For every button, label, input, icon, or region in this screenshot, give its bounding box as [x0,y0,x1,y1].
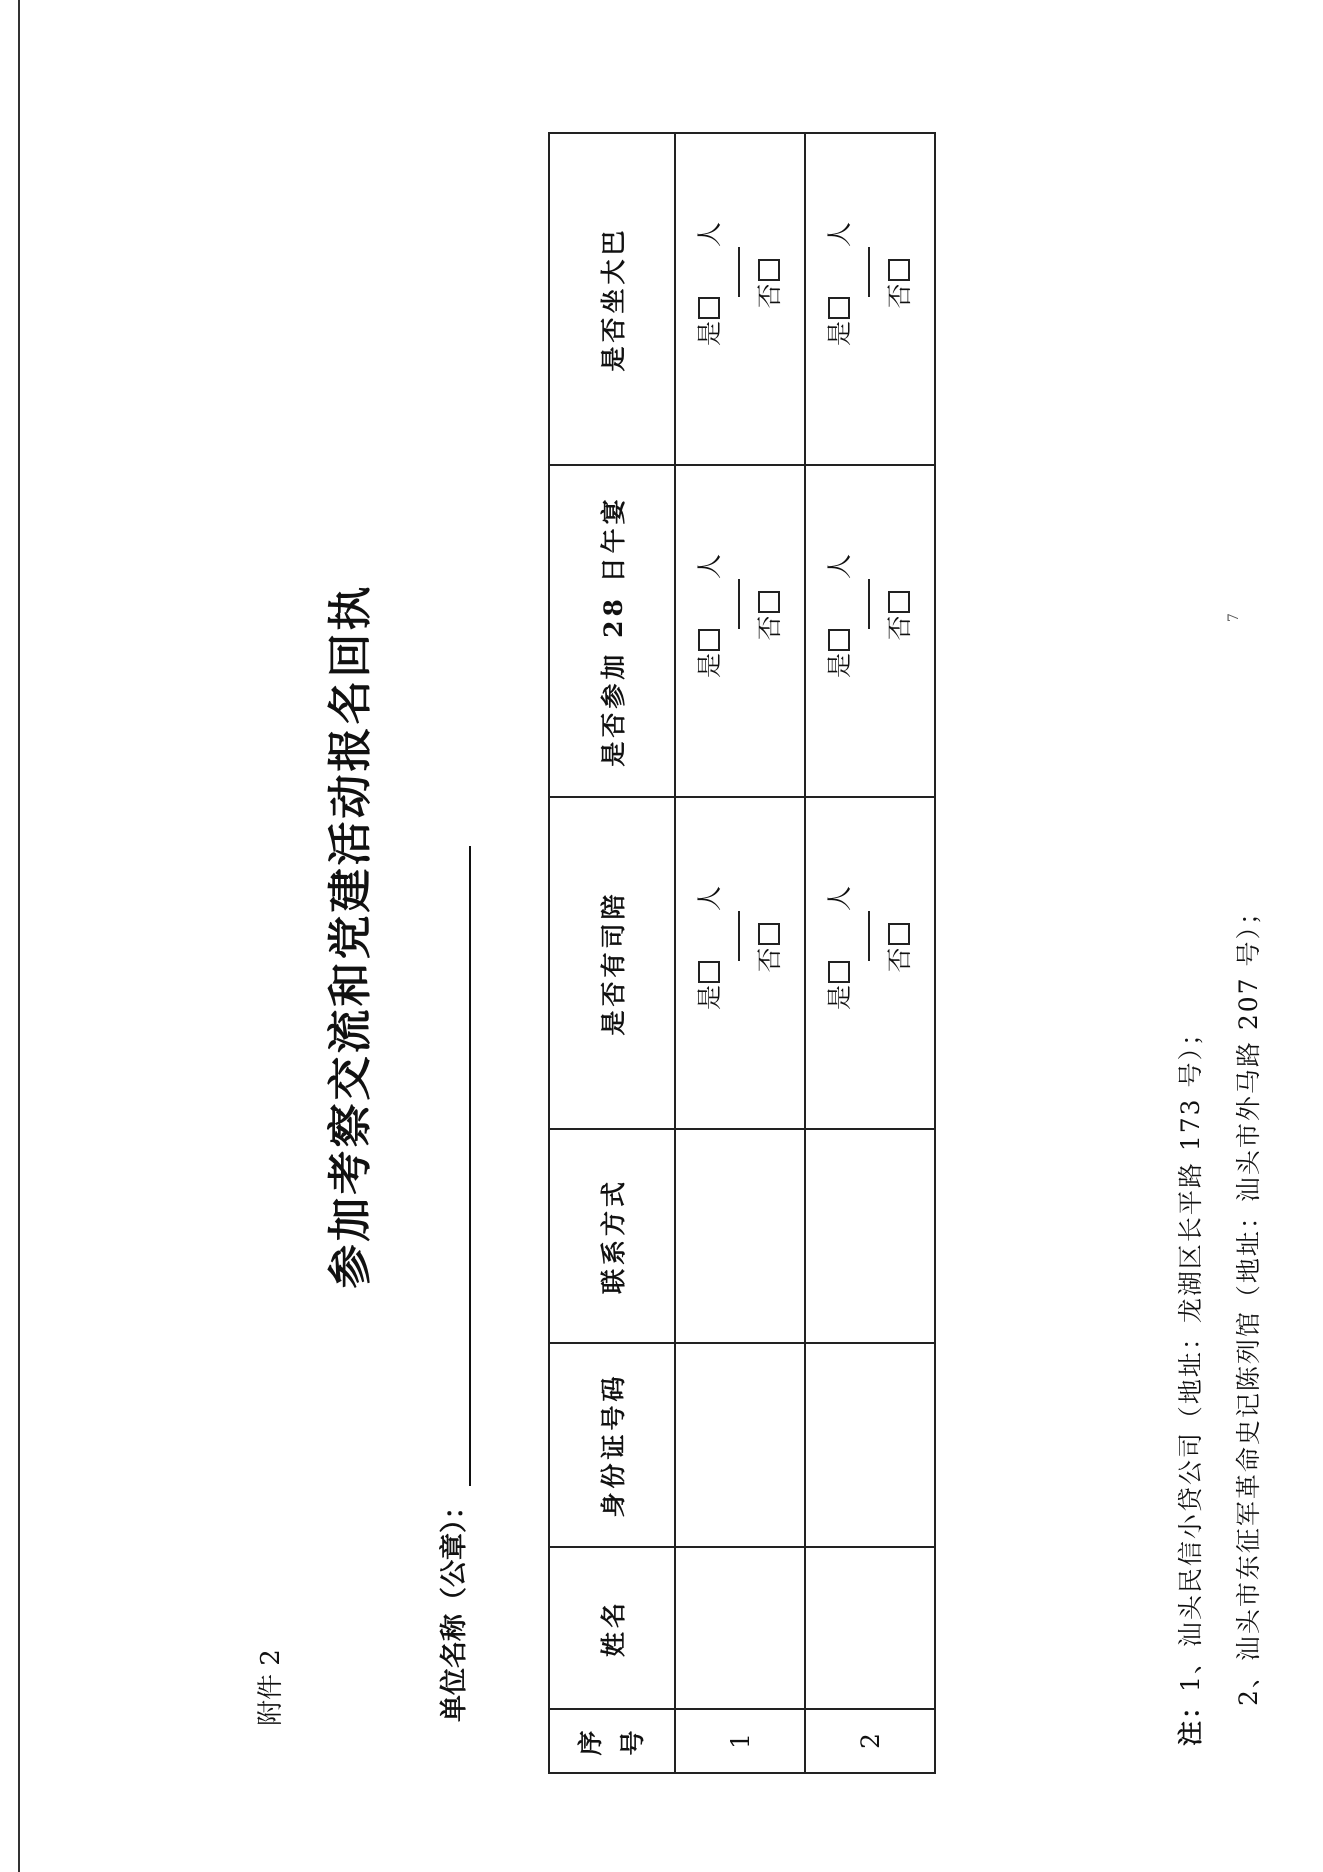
note-line-2 [1220,898,1278,1746]
no-label: 否 [885,283,914,309]
header-accompany: 是否有司陪 [549,797,675,1129]
yes-label: 是 [825,321,854,347]
accompany-choice [675,797,805,1129]
yes-checkbox[interactable] [828,297,850,319]
notes [1162,898,1278,1746]
people-count-blank[interactable] [716,247,740,297]
people-label: 人 [825,885,854,911]
header-name: 姓名 [549,1547,675,1709]
people-count-blank[interactable] [716,911,740,961]
people-label: 人 [825,553,854,579]
no-checkbox[interactable] [758,924,780,946]
note-line-1 [1162,898,1220,1746]
header-id-number: 身份证号码 [549,1343,675,1547]
bus-choice [805,133,935,465]
no-checkbox[interactable] [888,924,910,946]
unit-name-label: 单位名称（公章）： [439,1492,470,1722]
no-label: 否 [755,283,784,309]
name-cell[interactable] [805,1547,935,1709]
yes-checkbox[interactable] [698,629,720,651]
yes-label: 是 [825,985,854,1011]
people-label: 人 [695,885,724,911]
note-text-2: 2、汕头市东征军革命史记陈列馆（地址：汕头市外马路 207 号）； [1234,897,1263,1706]
people-count-blank[interactable] [716,579,740,629]
header-seq-top: 序 [576,1726,605,1756]
notes-label: 注： [1176,1691,1205,1746]
people-label: 人 [695,221,724,247]
no-label: 否 [755,947,784,973]
id-number-cell[interactable] [675,1343,805,1547]
no-label: 否 [885,615,914,641]
people-count-blank[interactable] [846,247,870,297]
note-text-1: 1、汕头民信小贷公司（地址：龙湖区长平路 173 号）； [1176,1018,1205,1692]
row-seq: 2 [805,1709,935,1773]
header-seq [549,1709,675,1773]
people-label: 人 [695,553,724,579]
table-row [805,133,935,1773]
header-lunch: 是否参加 28 日午宴 [549,465,675,797]
no-label: 否 [885,947,914,973]
yes-checkbox[interactable] [698,961,720,983]
accompany-choice [805,797,935,1129]
no-checkbox[interactable] [758,260,780,282]
yes-label: 是 [695,321,724,347]
people-label: 人 [825,221,854,247]
annex-label: 附件 2 [256,1649,286,1726]
no-label: 否 [755,615,784,641]
lunch-choice [805,465,935,797]
yes-checkbox[interactable] [828,629,850,651]
people-count-blank[interactable] [846,911,870,961]
yes-label: 是 [695,653,724,679]
document-title: 参加考察交流和党建活动报名回执 [325,583,376,1289]
name-cell[interactable] [675,1547,805,1709]
no-checkbox[interactable] [888,592,910,614]
header-contact: 联系方式 [549,1129,675,1343]
table-header-row [549,133,675,1773]
no-checkbox[interactable] [758,592,780,614]
unit-name-blank[interactable] [437,847,471,1487]
unit-name-line [432,847,471,1723]
id-number-cell[interactable] [805,1343,935,1547]
contact-cell[interactable] [805,1129,935,1343]
no-checkbox[interactable] [888,260,910,282]
header-bus: 是否坐大巴 [549,133,675,465]
yes-label: 是 [825,653,854,679]
yes-checkbox[interactable] [828,961,850,983]
yes-label: 是 [695,985,724,1011]
table-row [675,133,805,1773]
registration-table [548,132,936,1774]
yes-checkbox[interactable] [698,297,720,319]
lunch-choice [675,465,805,797]
row-seq: 1 [675,1709,805,1773]
page-number: 7 [1226,613,1242,622]
contact-cell[interactable] [675,1129,805,1343]
people-count-blank[interactable] [846,579,870,629]
header-seq-bottom: 号 [618,1726,647,1756]
bus-choice [675,133,805,465]
